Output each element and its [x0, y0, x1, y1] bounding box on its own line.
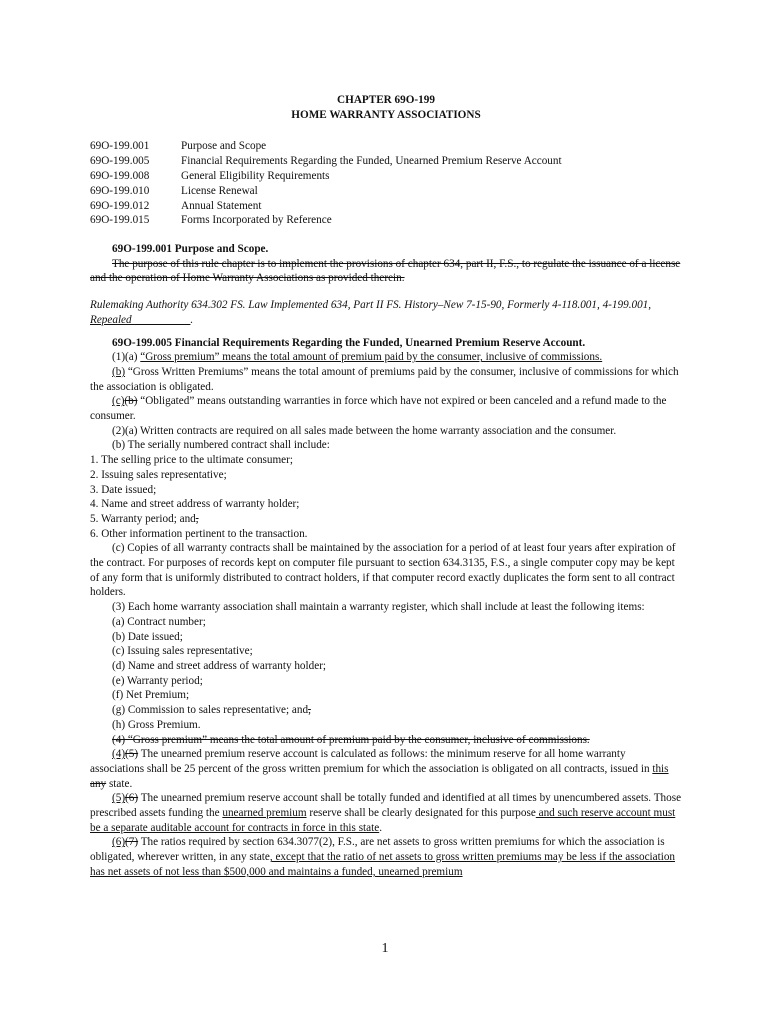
- toc-title: License Renewal: [181, 184, 258, 197]
- paragraph-text: The unearned premium reserve account is calculated as follows: the minimum reserve for all home warranty associations shall be 25 percent of the gross written premium for which the association is obligated on all contracts, issued in: [90, 748, 653, 775]
- toc-number: 69O-199.010: [90, 184, 150, 197]
- paragraph-text: The ratios required by section 634.3077(2), F.S., are net assets to gross written premiums for which the association is obligated, wherever written, in any state: [90, 836, 665, 864]
- inserted-text: (5): [112, 792, 126, 805]
- paragraph-text: “Gross Written Premiums” means the total amount of premiums paid by the consumer, inclusive of commissions for which the association is obligated.: [90, 365, 679, 393]
- table-of-contents: [90, 139, 682, 228]
- history-repealed: Repealed: [90, 313, 135, 326]
- paragraph-5: [90, 791, 682, 835]
- deleted-paragraph-4: (4) “Gross premium” means the total amount of premium paid by the consumer, inclusive of commissions.: [112, 733, 590, 746]
- toc-row: [90, 213, 682, 228]
- list-item: (a) Contract number;: [112, 615, 206, 628]
- toc-title: General Eligibility Requirements: [181, 169, 330, 182]
- history-note-001: [90, 298, 682, 327]
- list-item-text: (g) Commission to sales representative; and: [112, 704, 309, 717]
- toc-title: Purpose and Scope: [181, 140, 267, 152]
- history-date-blank: __________: [134, 313, 191, 326]
- toc-row: [90, 154, 682, 169]
- paragraph-1b: [90, 365, 682, 394]
- toc-number: 69O-199.001: [90, 140, 150, 152]
- toc-row: [90, 169, 682, 184]
- toc-row: [90, 139, 682, 154]
- paragraph-text: .: [379, 821, 382, 834]
- list-item: (f) Net Premium;: [112, 689, 190, 702]
- toc-title: Financial Requirements Regarding the Funded, Unearned Premium Reserve Account: [181, 154, 562, 167]
- inserted-text: “Gross premium” means the total amount of premium paid by the consumer, inclusive of commissions.: [140, 351, 603, 364]
- list-item: (h) Gross Premium.: [112, 718, 201, 731]
- paragraph-2b: (b) The serially numbered contract shall include:: [112, 439, 330, 452]
- toc-number: 69O-199.012: [90, 199, 150, 212]
- toc-number: 69O-199.008: [90, 169, 150, 182]
- rule-body: [90, 242, 682, 880]
- deleted-text: any: [90, 777, 107, 790]
- toc-title: Forms Incorporated by Reference: [181, 214, 332, 227]
- toc-number: 69O-199.015: [90, 214, 150, 227]
- inserted-text: , except that the ratio of net assets to gross written premiums may be less if the association has net assets of not less than $500,000 and maintains a funded, unearned premium: [90, 851, 676, 878]
- list-item: (d) Name and street address of warranty holder;: [112, 659, 327, 672]
- inserted-text: unearned premium: [222, 807, 307, 820]
- paragraph-1a: [90, 350, 682, 365]
- toc-number: 69O-199.005: [90, 154, 150, 167]
- inserted-text: and such reserve account must be a separate auditable account for contracts in force in this state: [90, 807, 676, 834]
- list-item: 4. Name and street address of warranty holder;: [90, 498, 300, 511]
- paragraph-text: reserve shall be clearly designated for this purpose: [306, 807, 536, 820]
- list-item: (e) Warranty period;: [112, 674, 203, 687]
- spacer: [90, 328, 682, 336]
- page-number: 1: [381, 941, 389, 956]
- list-item: (b) Date issued;: [112, 630, 183, 643]
- struck-purpose-paragraph: The purpose of this rule chapter is to implement the provisions of chapter 634, part II, F.S., to regulate the issuance of a license and the operation of Home Warranty Associations as provided therein.: [90, 257, 681, 285]
- deleted-text: (6): [125, 792, 139, 805]
- chapter-title: HOME WARRANTY ASSOCIATIONS: [291, 109, 481, 121]
- paragraph-text: state.: [106, 777, 133, 790]
- inserted-text: (c): [112, 395, 125, 408]
- list-item: 3. Date issued;: [90, 483, 157, 496]
- deleted-text: (5): [125, 748, 139, 761]
- section-heading-005: 69O-199.005 Financial Requirements Regarding the Funded, Unearned Premium Reserve Account.: [112, 336, 586, 349]
- inserted-text: (6): [112, 836, 126, 849]
- paragraph-1c: [90, 394, 682, 423]
- chapter-heading: CHAPTER 69O-199: [337, 94, 435, 106]
- toc-title: Annual Statement: [181, 199, 262, 212]
- spacer: [90, 286, 682, 298]
- list-item: 1. The selling price to the ultimate consumer;: [90, 454, 293, 467]
- paragraph-2c: (c) Copies of all warranty contracts shall be maintained by the association for a period of at least four years after expiration of the contract. For purposes of records kept on computer file pursuant to section 634.3135, F.S., a single computer copy may be kept of any form that is uniformly distributed to contract holders, if that computer record exactly duplicates the form sent to all contract holders.: [90, 542, 676, 599]
- toc-row: [90, 199, 682, 214]
- paragraph-2a: (2)(a) Written contracts are required on all sales made between the home warranty association and the consumer.: [112, 424, 617, 437]
- list-item: 2. Issuing sales representative;: [90, 468, 227, 481]
- toc-row: [90, 184, 682, 199]
- list-item: 6. Other information pertinent to the transaction.: [90, 527, 308, 540]
- list-item: [90, 512, 682, 527]
- list-item: (c) Issuing sales representative;: [112, 645, 253, 658]
- list-item: [90, 703, 682, 718]
- deleted-text: (7): [125, 836, 139, 849]
- paragraph-4: [90, 747, 682, 791]
- deleted-text: ,: [195, 512, 199, 525]
- inserted-text: this: [652, 762, 669, 775]
- history-text: Rulemaking Authority 634.302 FS. Law Implemented 634, Part II FS. History–New 7-15-90, Formerly 4-118.001, 4-199.001,: [90, 299, 652, 312]
- list-item-text: 5. Warranty period; and: [90, 512, 196, 525]
- paragraph-text: “Obligated” means outstanding warranties in force which have not expired or been canceled and a refund made to the consumer.: [90, 395, 667, 423]
- deleted-text: (b): [124, 395, 138, 408]
- paragraph-number: (1)(a): [112, 351, 141, 364]
- inserted-text: (4): [112, 748, 126, 761]
- section-heading-001: 69O-199.001 Purpose and Scope.: [112, 243, 269, 255]
- inserted-text: (b): [112, 365, 126, 378]
- paragraph-3: (3) Each home warranty association shall maintain a warranty register, which shall include at least the following items:: [112, 601, 645, 614]
- paragraph-text: The unearned premium reserve account shall be totally funded and identified at all times by unencumbered assets. Those prescribed assets funding the: [90, 792, 682, 820]
- paragraph-6: [90, 835, 682, 879]
- history-period: .: [190, 313, 194, 326]
- deleted-text: ,: [308, 704, 311, 717]
